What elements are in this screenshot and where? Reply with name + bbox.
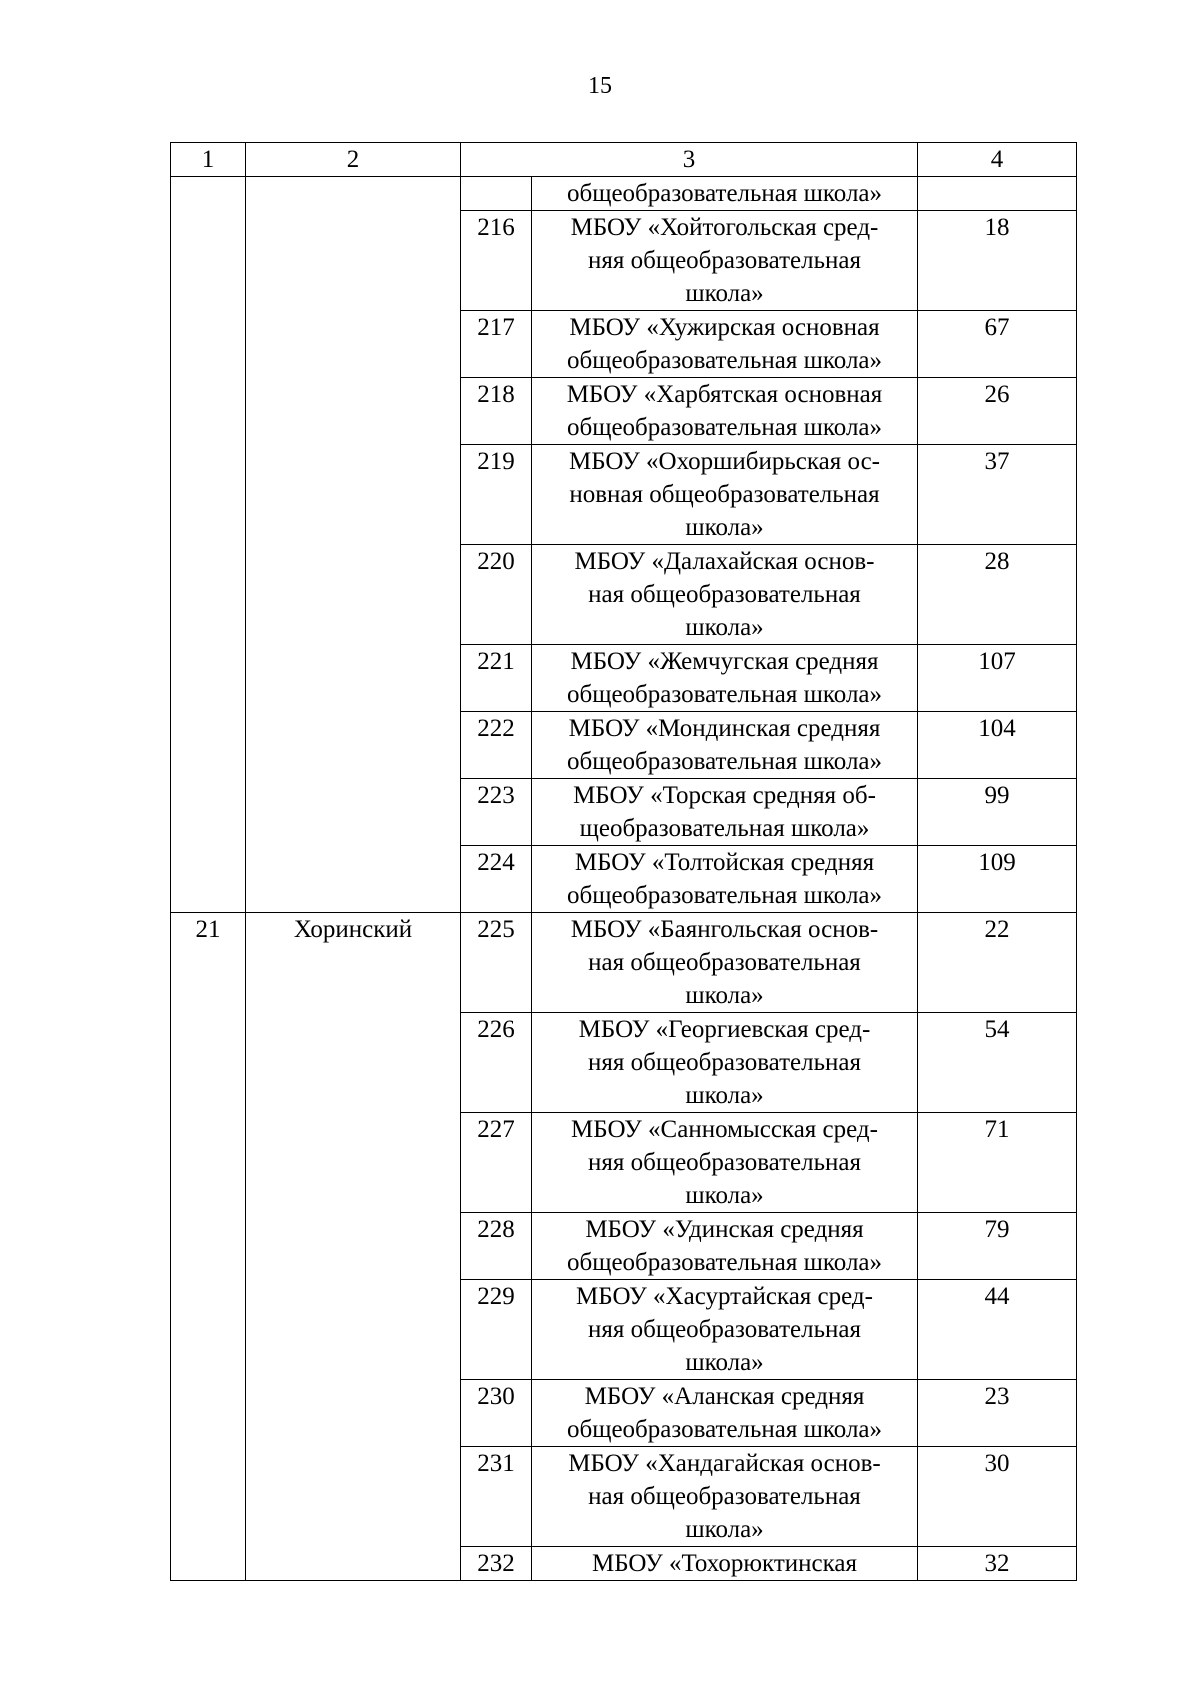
student-count: 109 [918,846,1077,913]
school-name-cell [532,545,918,645]
district-number: 21 [171,913,246,1581]
school-name: МБОУ «Тохорюктинская [592,1550,857,1577]
school-id: 228 [461,1213,532,1280]
school-name-cell [532,211,918,311]
school-name-cell [532,712,918,779]
school-name: МБОУ «Торская средняя об- щеобразовательная школа» [573,782,876,842]
student-count: 37 [918,445,1077,545]
school-id: 216 [461,211,532,311]
student-count: 99 [918,779,1077,846]
school-name-cell [532,1280,918,1380]
school-name: МБОУ «Георгиевская сред- няя общеобразовательная школа» [578,1016,871,1109]
school-id: 219 [461,445,532,545]
school-id: 218 [461,378,532,445]
student-count: 67 [918,311,1077,378]
school-name-cell [532,1213,918,1280]
school-id: 222 [461,712,532,779]
student-count: 79 [918,1213,1077,1280]
school-id: 230 [461,1380,532,1447]
student-count: 26 [918,378,1077,445]
student-count: 28 [918,545,1077,645]
header-cell-2: 2 [246,143,461,177]
school-name-cell [532,913,918,1013]
school-name: МБОУ «Хасуртайская сред- няя общеобразовательная школа» [576,1283,873,1376]
school-id: 221 [461,645,532,712]
school-name: общеобразовательная школа» [532,177,918,211]
school-name-cell [532,779,918,846]
district-name: Хоринский [246,913,461,1581]
header-cell-1: 1 [171,143,246,177]
school-name-cell [532,846,918,913]
school-name-cell [532,645,918,712]
school-id: 226 [461,1013,532,1113]
school-id: 220 [461,545,532,645]
school-name: МБОУ «Харбятская основная общеобразовательная школа» [566,381,883,441]
school-name-cell [532,1380,918,1447]
student-count: 71 [918,1113,1077,1213]
school-id: 217 [461,311,532,378]
continuation-row [171,177,1077,211]
student-count: 22 [918,913,1077,1013]
school-name: МБОУ «Санномысская сред- няя общеобразовательная школа» [571,1116,878,1209]
student-count: 104 [918,712,1077,779]
header-cell-4: 4 [918,143,1077,177]
student-count: 18 [918,211,1077,311]
school-name: МБОУ «Аланская средняя общеобразовательная школа» [566,1383,883,1443]
school-name-cell [532,445,918,545]
school-name: МБОУ «Удинская средняя общеобразовательная школа» [566,1216,883,1276]
school-id: 229 [461,1280,532,1380]
school-name-cell [532,311,918,378]
school-name: МБОУ «Толтойская средняя общеобразовательная школа» [566,849,883,909]
school-name: МБОУ «Мондинская средняя общеобразовательная школа» [566,715,883,775]
school-name-cell [532,1547,918,1581]
student-count: 107 [918,645,1077,712]
school-name: МБОУ «Хойтогольская сред- няя общеобразовательная школа» [570,214,879,307]
school-name-cell [532,1447,918,1547]
school-name-cell [532,1013,918,1113]
school-name: МБОУ «Жемчугская средняя общеобразовательная школа» [566,648,883,708]
school-name: МБОУ «Хандагайская основ- ная общеобразовательная школа» [568,1450,881,1543]
student-count: 54 [918,1013,1077,1113]
school-name: МБОУ «Хужирская основная общеобразовательная школа» [566,314,883,374]
school-name: МБОУ «Баянгольская основ- ная общеобразовательная школа» [570,916,879,1009]
school-id [461,177,532,211]
student-count: 32 [918,1547,1077,1581]
school-id: 227 [461,1113,532,1213]
student-count [918,177,1077,211]
school-name: МБОУ «Охоршибирьская ос- новная общеобразовательная школа» [569,448,880,541]
school-name-cell [532,378,918,445]
schools-table [170,142,1077,1581]
header-row [171,143,1077,177]
student-count: 23 [918,1380,1077,1447]
district-name [246,177,461,913]
school-id: 225 [461,913,532,1013]
district-number [171,177,246,913]
school-id: 232 [461,1547,532,1581]
student-count: 30 [918,1447,1077,1547]
school-name-cell [532,1113,918,1213]
student-count: 44 [918,1280,1077,1380]
school-name: МБОУ «Далахайская основ- ная общеобразовательная школа» [574,548,875,641]
school-id: 224 [461,846,532,913]
page-number: 15 [588,73,612,99]
school-id: 231 [461,1447,532,1547]
table-row [171,913,1077,1013]
school-id: 223 [461,779,532,846]
header-cell-3: 3 [461,143,918,177]
